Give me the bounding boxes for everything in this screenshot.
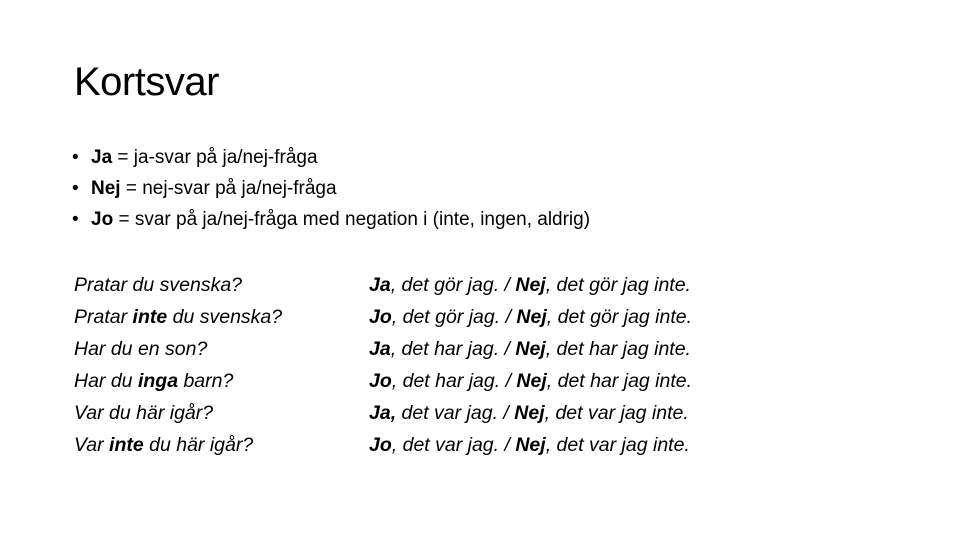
definition-item-nej [72, 173, 590, 204]
answer-emphasis: Jo [369, 306, 392, 328]
question-text: du svenska? [167, 306, 283, 328]
question-text: Pratar [74, 306, 133, 328]
question-text: barn? [178, 370, 234, 392]
question-line [74, 301, 282, 333]
answer-emphasis: Jo [369, 370, 392, 392]
answer-text: , det gör jag inte. [545, 274, 691, 296]
answer-emphasis: Nej [515, 274, 546, 296]
answer-text: , det har jag inte. [546, 370, 693, 392]
question-line [74, 365, 282, 397]
answer-line [369, 365, 692, 397]
answer-text: det var jag. / [396, 402, 515, 424]
slide-title: Kortsvar [74, 60, 219, 104]
answer-text: , det var jag inte. [545, 434, 690, 456]
question-line [74, 269, 282, 301]
question-line [74, 397, 282, 429]
answer-emphasis: Nej [515, 434, 546, 456]
question-emphasis: inga [137, 370, 179, 392]
answer-emphasis: Ja [369, 338, 391, 360]
question-text: Har du [74, 370, 138, 392]
answer-emphasis: Jo [369, 434, 392, 456]
answer-text: , det har jag. / [391, 370, 517, 392]
definition-term: Nej [91, 178, 121, 199]
definition-text: = svar på ja/nej-fråga med negation i (inte, ingen, aldrig) [113, 209, 591, 230]
definition-item-jo [72, 204, 590, 235]
question-text: du här igår? [143, 434, 254, 456]
answer-emphasis: Nej [516, 370, 547, 392]
answers-column [369, 269, 692, 461]
definition-term: Jo [91, 209, 114, 230]
bullet-icon: • [72, 147, 79, 168]
question-text: Pratar du svenska? [74, 274, 243, 296]
definition-term: Ja [91, 147, 113, 168]
answer-text: , det gör jag inte. [546, 306, 693, 328]
answer-emphasis: Ja [369, 274, 391, 296]
definition-text: = ja-svar på ja/nej-fråga [112, 147, 318, 168]
question-line [74, 333, 282, 365]
question-text: Var [74, 434, 110, 456]
answer-line [369, 429, 692, 461]
bullet-icon: • [72, 178, 79, 199]
bullet-icon: • [72, 209, 79, 230]
question-emphasis: inte [109, 434, 144, 456]
answer-text: , det var jag. / [391, 434, 516, 456]
answer-text: , det gör jag. / [390, 274, 516, 296]
answer-text: , det var jag inte. [544, 402, 689, 424]
answer-emphasis: Nej [516, 306, 547, 328]
questions-column [74, 269, 282, 461]
answer-line [369, 397, 692, 429]
question-emphasis: inte [132, 306, 168, 328]
answer-line [369, 333, 692, 365]
answer-text: , det har jag. / [390, 338, 516, 360]
answer-line [369, 301, 692, 333]
answer-emphasis: Nej [515, 338, 546, 360]
question-line [74, 429, 282, 461]
definition-list [72, 142, 590, 235]
answer-emphasis: Ja, [369, 402, 397, 424]
definition-text: = nej-svar på ja/nej-fråga [120, 178, 337, 199]
answer-emphasis: Nej [514, 402, 545, 424]
answer-text: , det gör jag. / [391, 306, 517, 328]
answer-line [369, 269, 692, 301]
question-text: Var du här igår? [74, 402, 214, 424]
answer-text: , det har jag inte. [545, 338, 691, 360]
question-text: Har du en son? [74, 338, 208, 360]
definition-item-ja [72, 142, 590, 173]
